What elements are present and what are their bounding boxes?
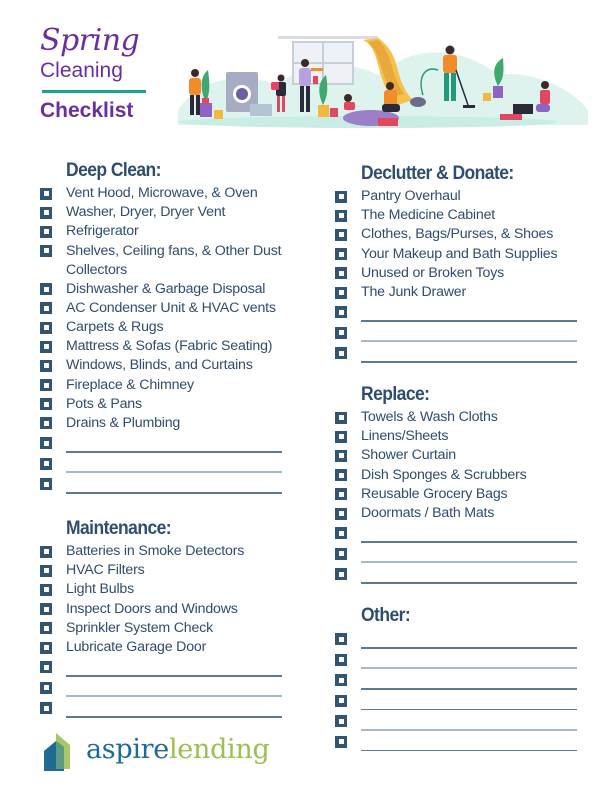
checkbox[interactable]: [40, 565, 52, 577]
checklist-item[interactable]: [40, 542, 310, 561]
write-in-line[interactable]: [66, 675, 282, 677]
checklist-item[interactable]: [40, 561, 310, 580]
blank-item[interactable]: [335, 302, 605, 323]
checkbox[interactable]: [335, 248, 347, 260]
blank-item[interactable]: [335, 732, 605, 753]
checklist-item[interactable]: [335, 504, 605, 523]
checkbox[interactable]: [335, 191, 347, 203]
write-in-line[interactable]: [361, 688, 577, 690]
checkbox[interactable]: [40, 603, 52, 615]
checklist-item[interactable]: [40, 600, 310, 619]
blank-item[interactable]: [335, 650, 605, 671]
checkbox[interactable]: [40, 682, 52, 694]
checkbox[interactable]: [40, 642, 52, 654]
checklist-item[interactable]: [40, 299, 310, 318]
checkbox[interactable]: [335, 210, 347, 222]
checkbox[interactable]: [335, 715, 347, 727]
title-cleaning: Cleaning: [40, 59, 123, 82]
write-in-line[interactable]: [361, 729, 577, 731]
aspire-lending-logo: [44, 728, 294, 772]
item-label: Fireplace & Chimney: [66, 376, 194, 393]
write-in-line[interactable]: [361, 541, 577, 543]
checkbox[interactable]: [335, 267, 347, 279]
write-in-line[interactable]: [361, 340, 577, 342]
item-label: HVAC Filters: [66, 562, 145, 579]
section-title-declutter: Declutter & Donate:: [361, 163, 514, 184]
checkbox[interactable]: [40, 584, 52, 596]
section-title-deep-clean: Deep Clean:: [66, 160, 161, 181]
checkbox[interactable]: [40, 478, 52, 490]
blank-item[interactable]: [335, 564, 605, 585]
item-label: Reusable Grocery Bags: [361, 485, 508, 502]
write-in-line[interactable]: [361, 582, 577, 584]
checkbox[interactable]: [40, 622, 52, 634]
checklist-item[interactable]: [335, 187, 605, 206]
item-label: Clothes, Bags/Purses, & Shoes: [361, 226, 554, 243]
blank-item[interactable]: [40, 454, 310, 475]
blank-item[interactable]: [335, 544, 605, 565]
section-title-replace: Replace:: [361, 384, 430, 405]
checklist-item[interactable]: [40, 580, 310, 599]
section-replace: [335, 384, 605, 585]
blank-item[interactable]: [335, 670, 605, 691]
item-label: Your Makeup and Bath Supplies: [361, 245, 558, 262]
checkbox[interactable]: [335, 469, 347, 481]
checkbox[interactable]: [40, 398, 52, 410]
checkbox[interactable]: [40, 226, 52, 238]
checkbox[interactable]: [335, 229, 347, 241]
blank-item[interactable]: [335, 691, 605, 712]
checklist-item[interactable]: [40, 376, 310, 395]
blank-item[interactable]: [40, 433, 310, 454]
write-in-line[interactable]: [361, 750, 577, 752]
checkbox[interactable]: [335, 695, 347, 707]
section-declutter-donate: [335, 163, 605, 364]
item-label: Doormats / Bath Mats: [361, 505, 495, 522]
checklist-item[interactable]: [335, 446, 605, 465]
blank-item[interactable]: [335, 343, 605, 364]
checklist-item[interactable]: [335, 225, 605, 244]
item-label: Batteries in Smoke Detectors: [66, 543, 245, 560]
item-label: The Medicine Cabinet: [361, 207, 496, 224]
checkbox[interactable]: [335, 412, 347, 424]
item-label: Lubricate Garage Door: [66, 639, 207, 656]
write-in-line[interactable]: [66, 695, 282, 697]
write-in-line[interactable]: [66, 451, 282, 453]
item-label: Pantry Overhaul: [361, 188, 461, 205]
checklist-item[interactable]: [40, 222, 310, 241]
blank-item[interactable]: [40, 698, 310, 719]
blank-item[interactable]: [335, 323, 605, 344]
checkbox[interactable]: [40, 702, 52, 714]
checklist-item[interactable]: [40, 638, 310, 657]
checklist-item[interactable]: [335, 264, 605, 283]
checkbox[interactable]: [335, 674, 347, 686]
item-label: Linens/Sheets: [361, 428, 449, 445]
checkbox[interactable]: [335, 633, 347, 645]
section-deep-clean: [40, 160, 310, 495]
item-label: Mattress & Sofas (Fabric Seating): [66, 338, 273, 355]
checkbox[interactable]: [335, 568, 347, 580]
checkbox[interactable]: [40, 458, 52, 470]
logo-lending: lending: [168, 734, 270, 765]
checkbox[interactable]: [335, 450, 347, 462]
write-in-line[interactable]: [361, 667, 577, 669]
blank-item[interactable]: [40, 657, 310, 678]
checklist-item[interactable]: [40, 242, 310, 280]
checklist-item[interactable]: [40, 203, 310, 222]
checkbox[interactable]: [40, 379, 52, 391]
section-other: [335, 605, 605, 752]
blank-item[interactable]: [40, 678, 310, 699]
checkbox[interactable]: [335, 327, 347, 339]
checklist-item[interactable]: [335, 408, 605, 427]
write-in-line[interactable]: [66, 492, 282, 494]
checklist-item[interactable]: [335, 485, 605, 504]
item-label: Carpets & Rugs: [66, 319, 164, 336]
checkbox[interactable]: [40, 437, 52, 449]
item-label: The Junk Drawer: [361, 284, 467, 301]
checklist-item[interactable]: [40, 395, 310, 414]
checkbox[interactable]: [335, 431, 347, 443]
checkbox[interactable]: [335, 347, 347, 359]
checklist-item[interactable]: [335, 283, 605, 302]
write-in-line[interactable]: [361, 709, 577, 711]
checklist-item[interactable]: [335, 206, 605, 225]
blank-item[interactable]: [335, 629, 605, 650]
write-in-line[interactable]: [361, 320, 577, 322]
section-title-maintenance: Maintenance:: [66, 518, 172, 539]
checkbox[interactable]: [40, 360, 52, 372]
checklist-item[interactable]: [335, 427, 605, 446]
item-label: Dishwasher & Garbage Disposal: [66, 280, 266, 297]
item-label: Towels & Wash Cloths: [361, 409, 498, 426]
title-spring: Spring: [40, 23, 140, 58]
item-label: Windows, Blinds, and Curtains: [66, 357, 253, 374]
checkbox[interactable]: [335, 548, 347, 560]
item-label: Washer, Dryer, Dryer Vent: [66, 204, 226, 221]
checkbox[interactable]: [40, 417, 52, 429]
item-label: Sprinkler System Check: [66, 619, 213, 636]
title-block: [40, 24, 152, 123]
checklist-item[interactable]: [40, 184, 310, 203]
blank-item[interactable]: [335, 523, 605, 544]
item-label: Shower Curtain: [361, 447, 456, 464]
title-checklist: Checklist: [40, 99, 134, 122]
section-maintenance: [40, 518, 310, 719]
blank-item[interactable]: [335, 711, 605, 732]
checkbox[interactable]: [40, 207, 52, 219]
checkbox[interactable]: [335, 654, 347, 666]
checkbox[interactable]: [40, 546, 52, 558]
checkbox[interactable]: [335, 488, 347, 500]
checkbox[interactable]: [40, 661, 52, 673]
item-label: Inspect Doors and Windows: [66, 600, 238, 617]
checklist-item[interactable]: [40, 414, 310, 433]
checklist-item[interactable]: [40, 280, 310, 299]
checklist-item[interactable]: [40, 619, 310, 638]
checklist-item[interactable]: [40, 356, 310, 375]
checklist-item[interactable]: [40, 337, 310, 356]
checkbox[interactable]: [40, 302, 52, 314]
checkbox[interactable]: [335, 287, 347, 299]
item-label: Light Bulbs: [66, 581, 134, 598]
checklist-item[interactable]: [335, 466, 605, 485]
checkbox[interactable]: [40, 245, 52, 257]
title-divider: [42, 90, 146, 93]
item-label: Unused or Broken Toys: [361, 264, 505, 281]
item-label: Shelves, Ceiling fans, & Other Dust Collectors: [66, 242, 282, 278]
write-in-line[interactable]: [361, 361, 577, 363]
item-label: Dish Sponges & Scrubbers: [361, 466, 527, 483]
checklist-item[interactable]: [40, 318, 310, 337]
write-in-line[interactable]: [66, 716, 282, 718]
item-label: Drains & Plumbing: [66, 414, 181, 431]
checkbox[interactable]: [335, 736, 347, 748]
write-in-line[interactable]: [361, 647, 577, 649]
checklist-item[interactable]: [335, 245, 605, 264]
item-label: Refrigerator: [66, 223, 139, 240]
item-label: Vent Hood, Microwave, & Oven: [66, 185, 258, 202]
checkbox[interactable]: [335, 306, 347, 318]
checkbox[interactable]: [335, 508, 347, 520]
checkbox[interactable]: [40, 341, 52, 353]
cleaning-illustration: [168, 30, 596, 140]
checkbox[interactable]: [40, 188, 52, 200]
item-label: Pots & Pans: [66, 395, 142, 412]
checkbox[interactable]: [335, 527, 347, 539]
checkbox[interactable]: [40, 283, 52, 295]
write-in-line[interactable]: [361, 561, 577, 563]
item-label: AC Condenser Unit & HVAC vents: [66, 299, 276, 316]
checkbox[interactable]: [40, 322, 52, 334]
write-in-line[interactable]: [66, 471, 282, 473]
logo-wordmark: [86, 735, 269, 765]
blank-item[interactable]: [40, 474, 310, 495]
section-title-other: Other:: [361, 605, 411, 626]
logo-aspire: aspire: [86, 734, 169, 765]
house-logo-icon: [44, 729, 78, 771]
